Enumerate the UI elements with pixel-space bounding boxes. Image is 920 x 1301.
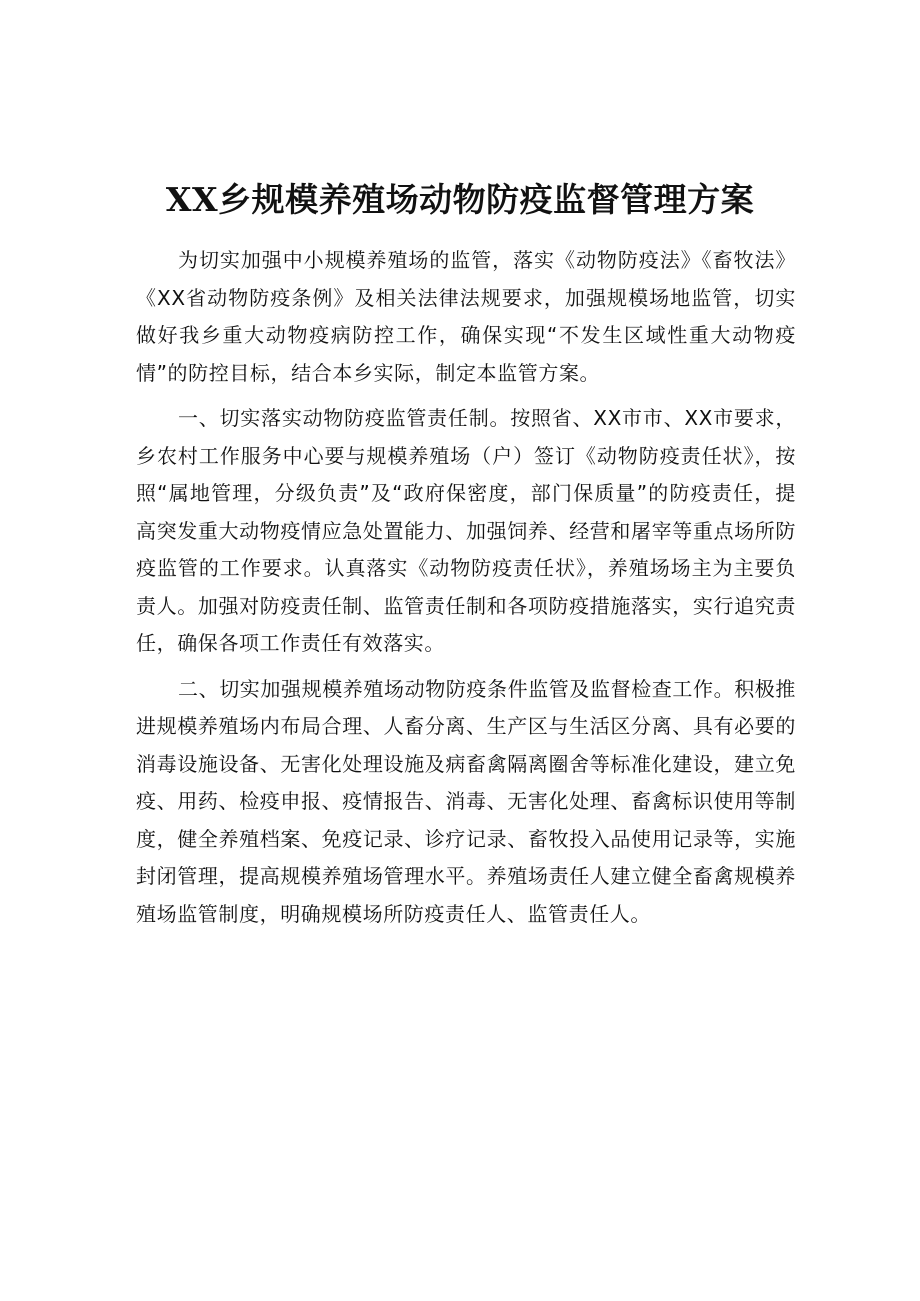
document-body	[136, 242, 796, 941]
intro-paragraph: 为切实加强中小规模养殖场的监管，落实《动物防疫法》《畜牧法》《XX省动物防疫条例》及相关法律法规要求，加强规模场地监管，切实做好我乡重大动物疫病防控工作，确保实现“不发生区域性重大动物疫情”的防控目标，结合本乡实际，制定本监管方案。	[136, 248, 796, 385]
section-two-paragraph: 二、切实加强规模养殖场动物防疫条件监管及监督检查工作。积极推进规模养殖场内布局合理、人畜分离、生产区与生活区分离、具有必要的消毒设施设备、无害化处理设施及病畜禽隔离圈舍等标准化建设，建立免疫、用药、检疫申报、疫情报告、消毒、无害化处理、畜禽标识使用等制度，健全养殖档案、免疫记录、诊疗记录、畜牧投入品使用记录等，实施封闭管理，提高规模养殖场管理水平。养殖场责任人建立健全畜禽规模养殖场监管制度，明确规模场所防疫责任人、监管责任人。	[136, 676, 796, 926]
document-title: XX乡规模养殖场动物防疫监督管理方案	[165, 180, 755, 219]
section-one-paragraph: 一、切实落实动物防疫监管责任制。按照省、XX市市、XX市要求，乡农村工作服务中心要与规模养殖场（户）签订《动物防疫责任状》，按照“属地管理，分级负责”及“政府保密度，部门保质量”的防疫责任，提高突发重大动物疫情应急处置能力、加强饲养、经营和屠宰等重点场所防疫监管的工作要求。认真落实《动物防疫责任状》，养殖场场主为主要负责人。加强对防疫责任制、监管责任制和各项防疫措施落实，实行追究责任，确保各项工作责任有效落实。	[136, 406, 796, 655]
